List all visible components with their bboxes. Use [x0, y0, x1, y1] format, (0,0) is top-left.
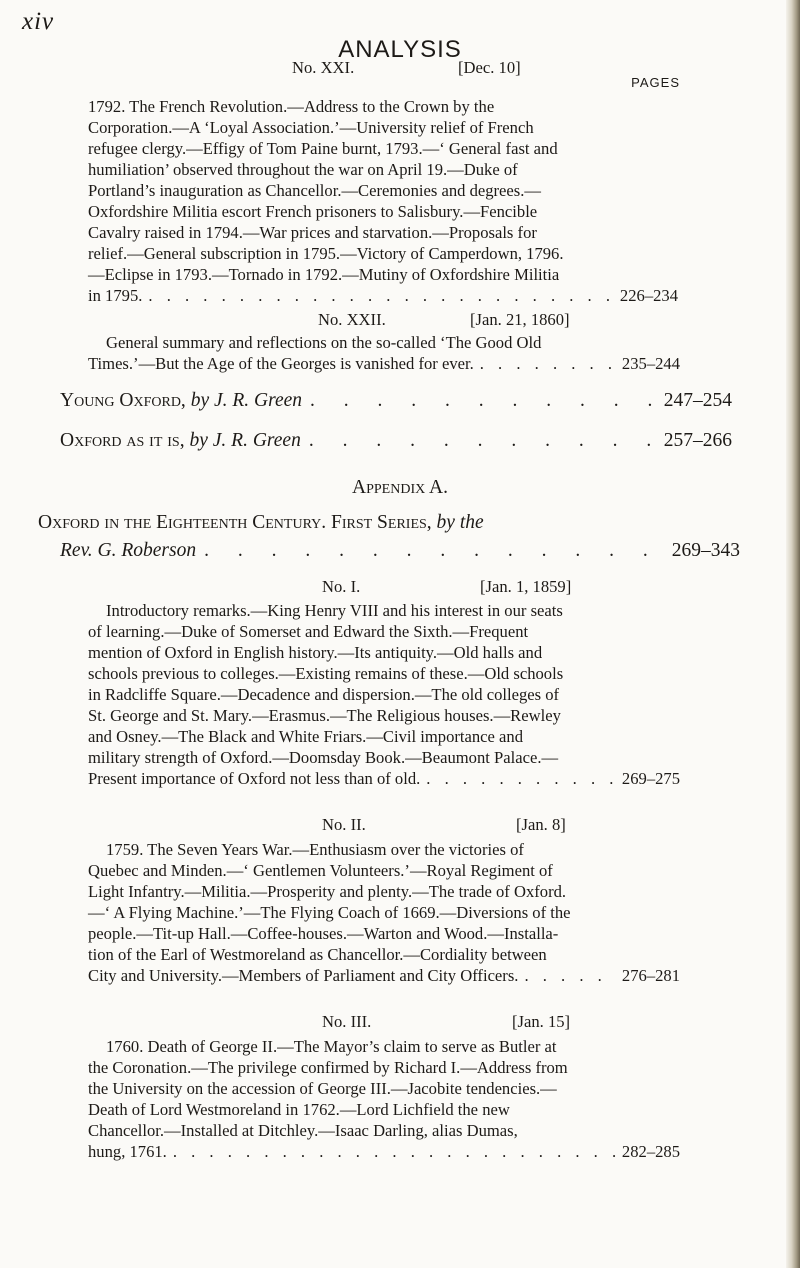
body-line: Light Infantry.—Militia.—Prosperity and plenty.—The trade of Oxford. [88, 882, 567, 901]
section-body-no1 [88, 600, 680, 789]
page-range: 282–285 [621, 1142, 680, 1161]
section-last-line-no3 [88, 1141, 680, 1162]
appendix-series-by: by the [436, 512, 484, 533]
body-line: schools previous to colleges.—Existing remains of these.—Old schools [88, 664, 564, 683]
body-line: Quebec and Minden.—‘ Gentlemen Volunteers.’—Royal Regiment of [88, 861, 553, 880]
body-line: military strength of Oxford.—Doomsday Book.—Beaumont Palace.— [88, 748, 559, 767]
section-date-no1: [Jan. 1, 1859] [480, 577, 572, 596]
section-last-line-no21 [88, 285, 678, 306]
body-line: the University on the accession of George III.—Jacobite tendencies.— [88, 1079, 557, 1098]
dot-leader [309, 430, 656, 452]
section-body-no22 [88, 332, 680, 374]
section-heading-no2: No. II. [322, 815, 366, 834]
appendix-title: Appendix A. [352, 477, 448, 498]
body-line: Portland’s inauguration as Chancellor.—Ceremonies and degrees.— [88, 181, 541, 200]
dot-leader [426, 768, 616, 789]
body-line: Oxfordshire Militia escort French prisoners to Salisbury.—Fencible [88, 202, 538, 221]
toc-entry-oxford-as-it-is [60, 430, 732, 452]
body-line: Cavalry raised in 1794.—War prices and starvation.—Proposals for [88, 223, 537, 242]
section-heading-no22: No. XXII. [318, 310, 386, 329]
section-heading-no1: No. I. [322, 577, 361, 596]
section-last-line-no1 [88, 768, 680, 789]
body-line: relief.—General subscription in 1795.—Victory of Camperdown, 1796. [88, 244, 564, 263]
body-line: of learning.—Duke of Somerset and Edward the Sixth.—Frequent [88, 622, 529, 641]
body-line: Death of Lord Westmoreland in 1762.—Lord Lichfield the new [88, 1100, 510, 1119]
dot-leader [310, 390, 656, 412]
appendix-author-line [60, 540, 740, 562]
section-last-line-no22 [88, 353, 680, 374]
body-line: and Osney.—The Black and White Friars.—Civil importance and [88, 727, 524, 746]
toc-pages: 257–266 [663, 430, 732, 451]
body-line: General summary and reflections on the so-called ‘The Good Old [106, 333, 542, 352]
toc-title: Young Oxford, [60, 390, 186, 411]
body-line: hung, 1761. [88, 1142, 167, 1161]
section-body-no21 [88, 96, 678, 306]
running-head: ANALYSIS [338, 36, 462, 63]
body-line: in Radcliffe Square.—Decadence and dispersion.—The old colleges of [88, 685, 560, 704]
dot-leader [480, 353, 616, 374]
toc-entry-young-oxford [60, 390, 732, 412]
body-line: City and University.—Members of Parliament and City Officers. [88, 966, 519, 985]
page-range: 269–275 [621, 769, 680, 788]
body-line: Corporation.—A ‘Loyal Association.’—University relief of French [88, 118, 534, 137]
section-date-no21: [Dec. 10] [458, 58, 521, 77]
body-line: 1792. The French Revolution.—Address to the Crown by the [88, 97, 495, 116]
section-body-no2 [88, 839, 680, 986]
body-line: Chancellor.—Installed at Ditchley.—Isaac Darling, alias Dumas, [88, 1121, 518, 1140]
body-line: Present importance of Oxford not less than of old. [88, 769, 421, 788]
page-folio: xiv [22, 8, 55, 35]
body-line: in 1795. [88, 286, 143, 305]
appendix-pages: 269–343 [671, 540, 740, 561]
page-edge-shadow [786, 0, 800, 1268]
section-date-no22: [Jan. 21, 1860] [470, 310, 570, 329]
section-date-no2: [Jan. 8] [516, 815, 566, 834]
appendix-series-title: Oxford in the Eighteenth Century. First Series, [38, 512, 432, 533]
toc-title: Oxford as it is, [60, 430, 185, 451]
body-line: —‘ A Flying Machine.’—The Flying Coach of 1669.—Diversions of the [88, 903, 571, 922]
dot-leader [524, 965, 615, 986]
dot-leader [204, 540, 664, 562]
body-line: 1760. Death of George II.—The Mayor’s claim to serve as Butler at [106, 1037, 557, 1056]
body-line: the Coronation.—The privilege confirmed by Richard I.—Address from [88, 1058, 568, 1077]
toc-pages: 247–254 [663, 390, 732, 411]
body-line: refugee clergy.—Effigy of Tom Paine burnt, 1793.—‘ General fast and [88, 139, 558, 158]
appendix-series-line [38, 512, 484, 534]
body-line: Introductory remarks.—King Henry VIII and his interest in our seats [106, 601, 563, 620]
page-range: 226–234 [619, 286, 678, 305]
dot-leader [148, 285, 614, 306]
page-range: 235–244 [621, 354, 680, 373]
body-line: tion of the Earl of Westmoreland as Chancellor.—Cordiality between [88, 945, 547, 964]
section-last-line-no2 [88, 965, 680, 986]
pages-column-label: PAGES [631, 75, 680, 90]
section-heading-no21: No. XXI. [292, 58, 355, 77]
body-line: humiliation’ observed throughout the war on April 19.—Duke of [88, 160, 518, 179]
dot-leader [173, 1141, 616, 1162]
section-heading-no3: No. III. [322, 1012, 372, 1031]
toc-author: by J. R. Green [189, 430, 301, 451]
page-range: 276–281 [621, 966, 680, 985]
body-line: —Eclipse in 1793.—Tornado in 1792.—Mutiny of Oxfordshire Militia [88, 265, 560, 284]
toc-author: by J. R. Green [190, 390, 303, 411]
section-date-no3: [Jan. 15] [512, 1012, 571, 1031]
section-body-no3 [88, 1036, 680, 1162]
body-line: Times.’—But the Age of the Georges is vanished for ever. [88, 354, 474, 373]
body-line: mention of Oxford in English history.—Its antiquity.—Old halls and [88, 643, 543, 662]
body-line: 1759. The Seven Years War.—Enthusiasm over the victories of [106, 840, 524, 859]
body-line: people.—Tit-up Hall.—Coffee-houses.—Warton and Wood.—Installa- [88, 924, 559, 943]
body-line: St. George and St. Mary.—Erasmus.—The Religious houses.—Rewley [88, 706, 561, 725]
appendix-author: Rev. G. Roberson [60, 540, 197, 561]
